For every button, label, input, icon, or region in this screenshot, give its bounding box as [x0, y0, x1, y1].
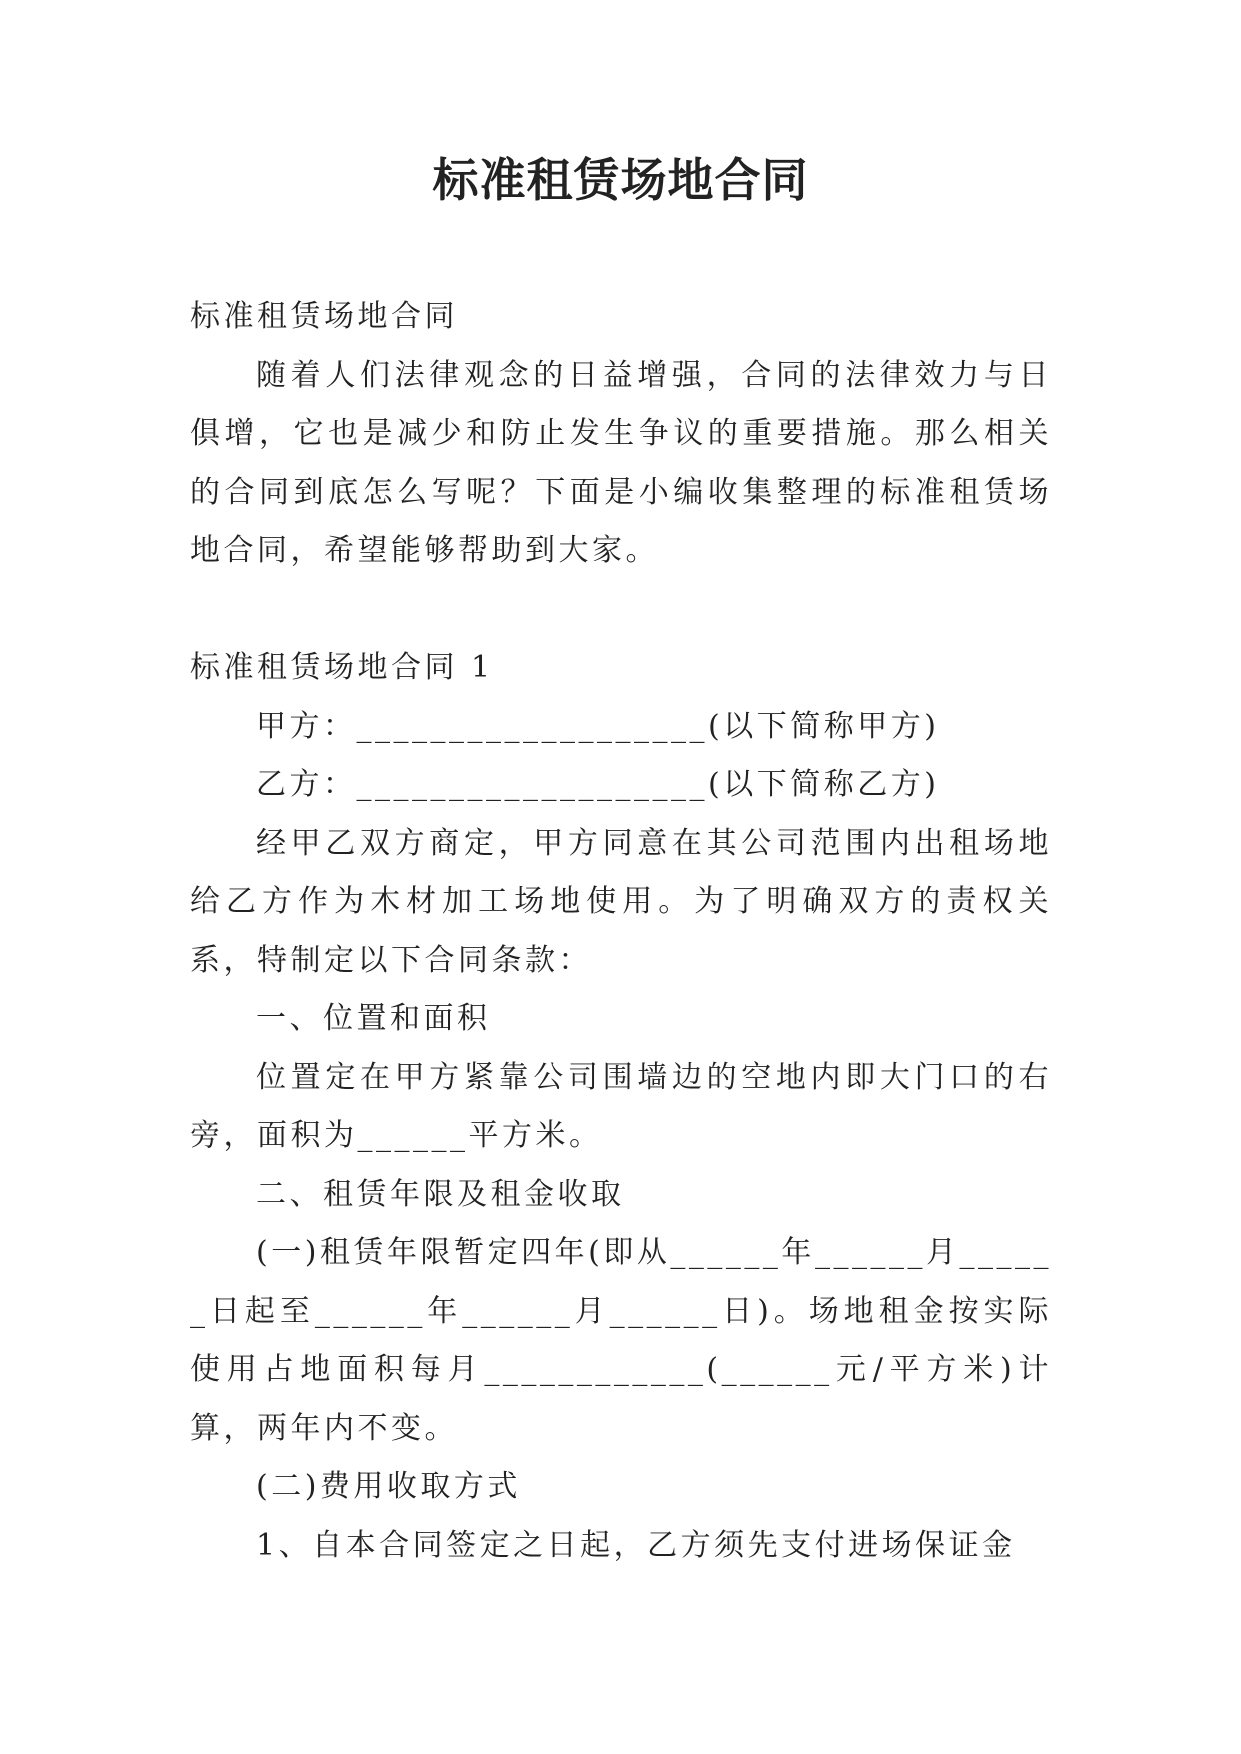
intro-paragraph: 随着人们法律观念的日益增强，合同的法律效力与日俱增，它也是减少和防止发生争议的重要措施。那么相关的合同到底怎么写呢？下面是小编收集整理的标准租赁场地合同，希望能够帮助到大家。 [190, 357, 1052, 568]
section-heading-lease-term: 二、租赁年限及租金收取 [256, 1176, 625, 1212]
contract-heading: 标准租赁场地合同 1 [190, 650, 494, 685]
subsection-heading-fees: (二)费用收取方式 [256, 1469, 521, 1504]
party-b-line: 乙方：___________________(以下简称乙方) [256, 767, 940, 802]
party-a-line: 甲方：___________________(以下简称甲方) [256, 708, 940, 744]
location-paragraph: 位置定在甲方紧靠公司围墙边的空地内即大门口的右旁，面积为______平方米。 [190, 1059, 1052, 1153]
document-title: 标准租赁场地合同 [432, 153, 809, 207]
section-heading-location: 一、位置和面积 [256, 1001, 491, 1036]
fees-paragraph: 1、自本合同签定之日起，乙方须先支付进场保证金 [256, 1527, 1016, 1563]
doc-subtitle: 标准租赁场地合同 [190, 299, 458, 334]
paragraph-spacer [190, 581, 1052, 640]
document-body [190, 288, 1052, 1575]
lease-term-paragraph: (一)租赁年限暂定四年(即从______年______月______日起至______年______月______日)。场地租金按实际使用占地面积每月____________(______元/平方米)计算，两年内不变。 [190, 1235, 1052, 1446]
preamble-paragraph: 经甲乙双方商定，甲方同意在其公司范围内出租场地给乙方作为木材加工场地使用。为了明确双方的责权关系，特制定以下合同条款： [190, 825, 1052, 978]
